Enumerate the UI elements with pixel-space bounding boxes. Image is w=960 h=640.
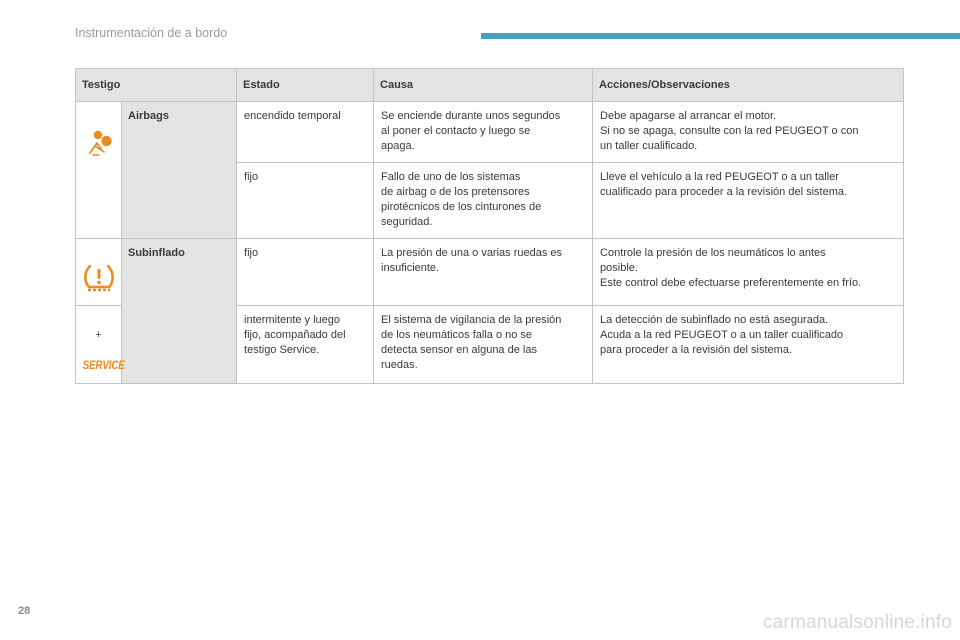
subinflado-acciones-2: La detección de subinflado no está asegurada. Acuda a la red PEUGEOT o a un taller cualificado para proceder a la revisión del sistema.	[593, 306, 904, 384]
header-acciones: Acciones/Observaciones	[593, 69, 904, 102]
subinflado-acciones-1: Controle la presión de los neumáticos lo antes posible. Este control debe efectuarse preferentemente en frío.	[593, 239, 904, 306]
plus-sign: +	[95, 329, 102, 341]
airbags-causa-1: Se enciende durante unos segundos al poner el contacto y luego se apaga.	[374, 102, 593, 163]
subinflado-label: Subinflado	[122, 239, 237, 384]
table-row	[76, 239, 904, 306]
header-testigo: Testigo	[76, 69, 237, 102]
tire-icon-cell	[76, 239, 122, 306]
header-accent-bar	[481, 33, 960, 39]
service-icon-cell	[76, 306, 125, 384]
table-row	[76, 102, 904, 163]
page-number: 28	[18, 605, 31, 617]
service-warning-icon: SERVICE	[82, 358, 125, 372]
header-estado: Estado	[237, 69, 374, 102]
warning-lights-table	[75, 68, 904, 384]
table-header-row	[76, 69, 904, 102]
subinflado-estado-2: intermitente y luego fijo, acompañado del testigo Service.	[237, 306, 374, 384]
airbags-acciones-2: Lleve el vehículo a la red PEUGEOT o a un taller cualificado para proceder a la revisión del sistema.	[593, 163, 904, 239]
airbag-warning-icon	[84, 127, 114, 157]
airbag-icon-cell	[76, 102, 122, 239]
subinflado-causa-1: La presión de una o varias ruedas es insuficiente.	[374, 239, 593, 306]
airbags-label: Airbags	[122, 102, 237, 239]
subinflado-causa-2: El sistema de vigilancia de la presión de los neumáticos falla o no se detecta sensor en alguna de las ruedas.	[374, 306, 593, 384]
watermark: carmanualsonline.info	[762, 612, 952, 633]
airbags-acciones-1: Debe apagarse al arrancar el motor. Si no se apaga, consulte con la red PEUGEOT o con un taller cualificado.	[593, 102, 904, 163]
header-causa: Causa	[374, 69, 593, 102]
airbags-estado-1: encendido temporal	[237, 102, 374, 163]
tire-pressure-warning-icon	[82, 262, 116, 292]
airbags-causa-2: Fallo de uno de los sistemas de airbag o de los pretensores pirotécnicos de los cinturones de seguridad.	[374, 163, 593, 239]
subinflado-estado-1: fijo	[237, 239, 374, 306]
airbags-estado-2: fijo	[237, 163, 374, 239]
page-header-title: Instrumentación de a bordo	[75, 26, 228, 40]
